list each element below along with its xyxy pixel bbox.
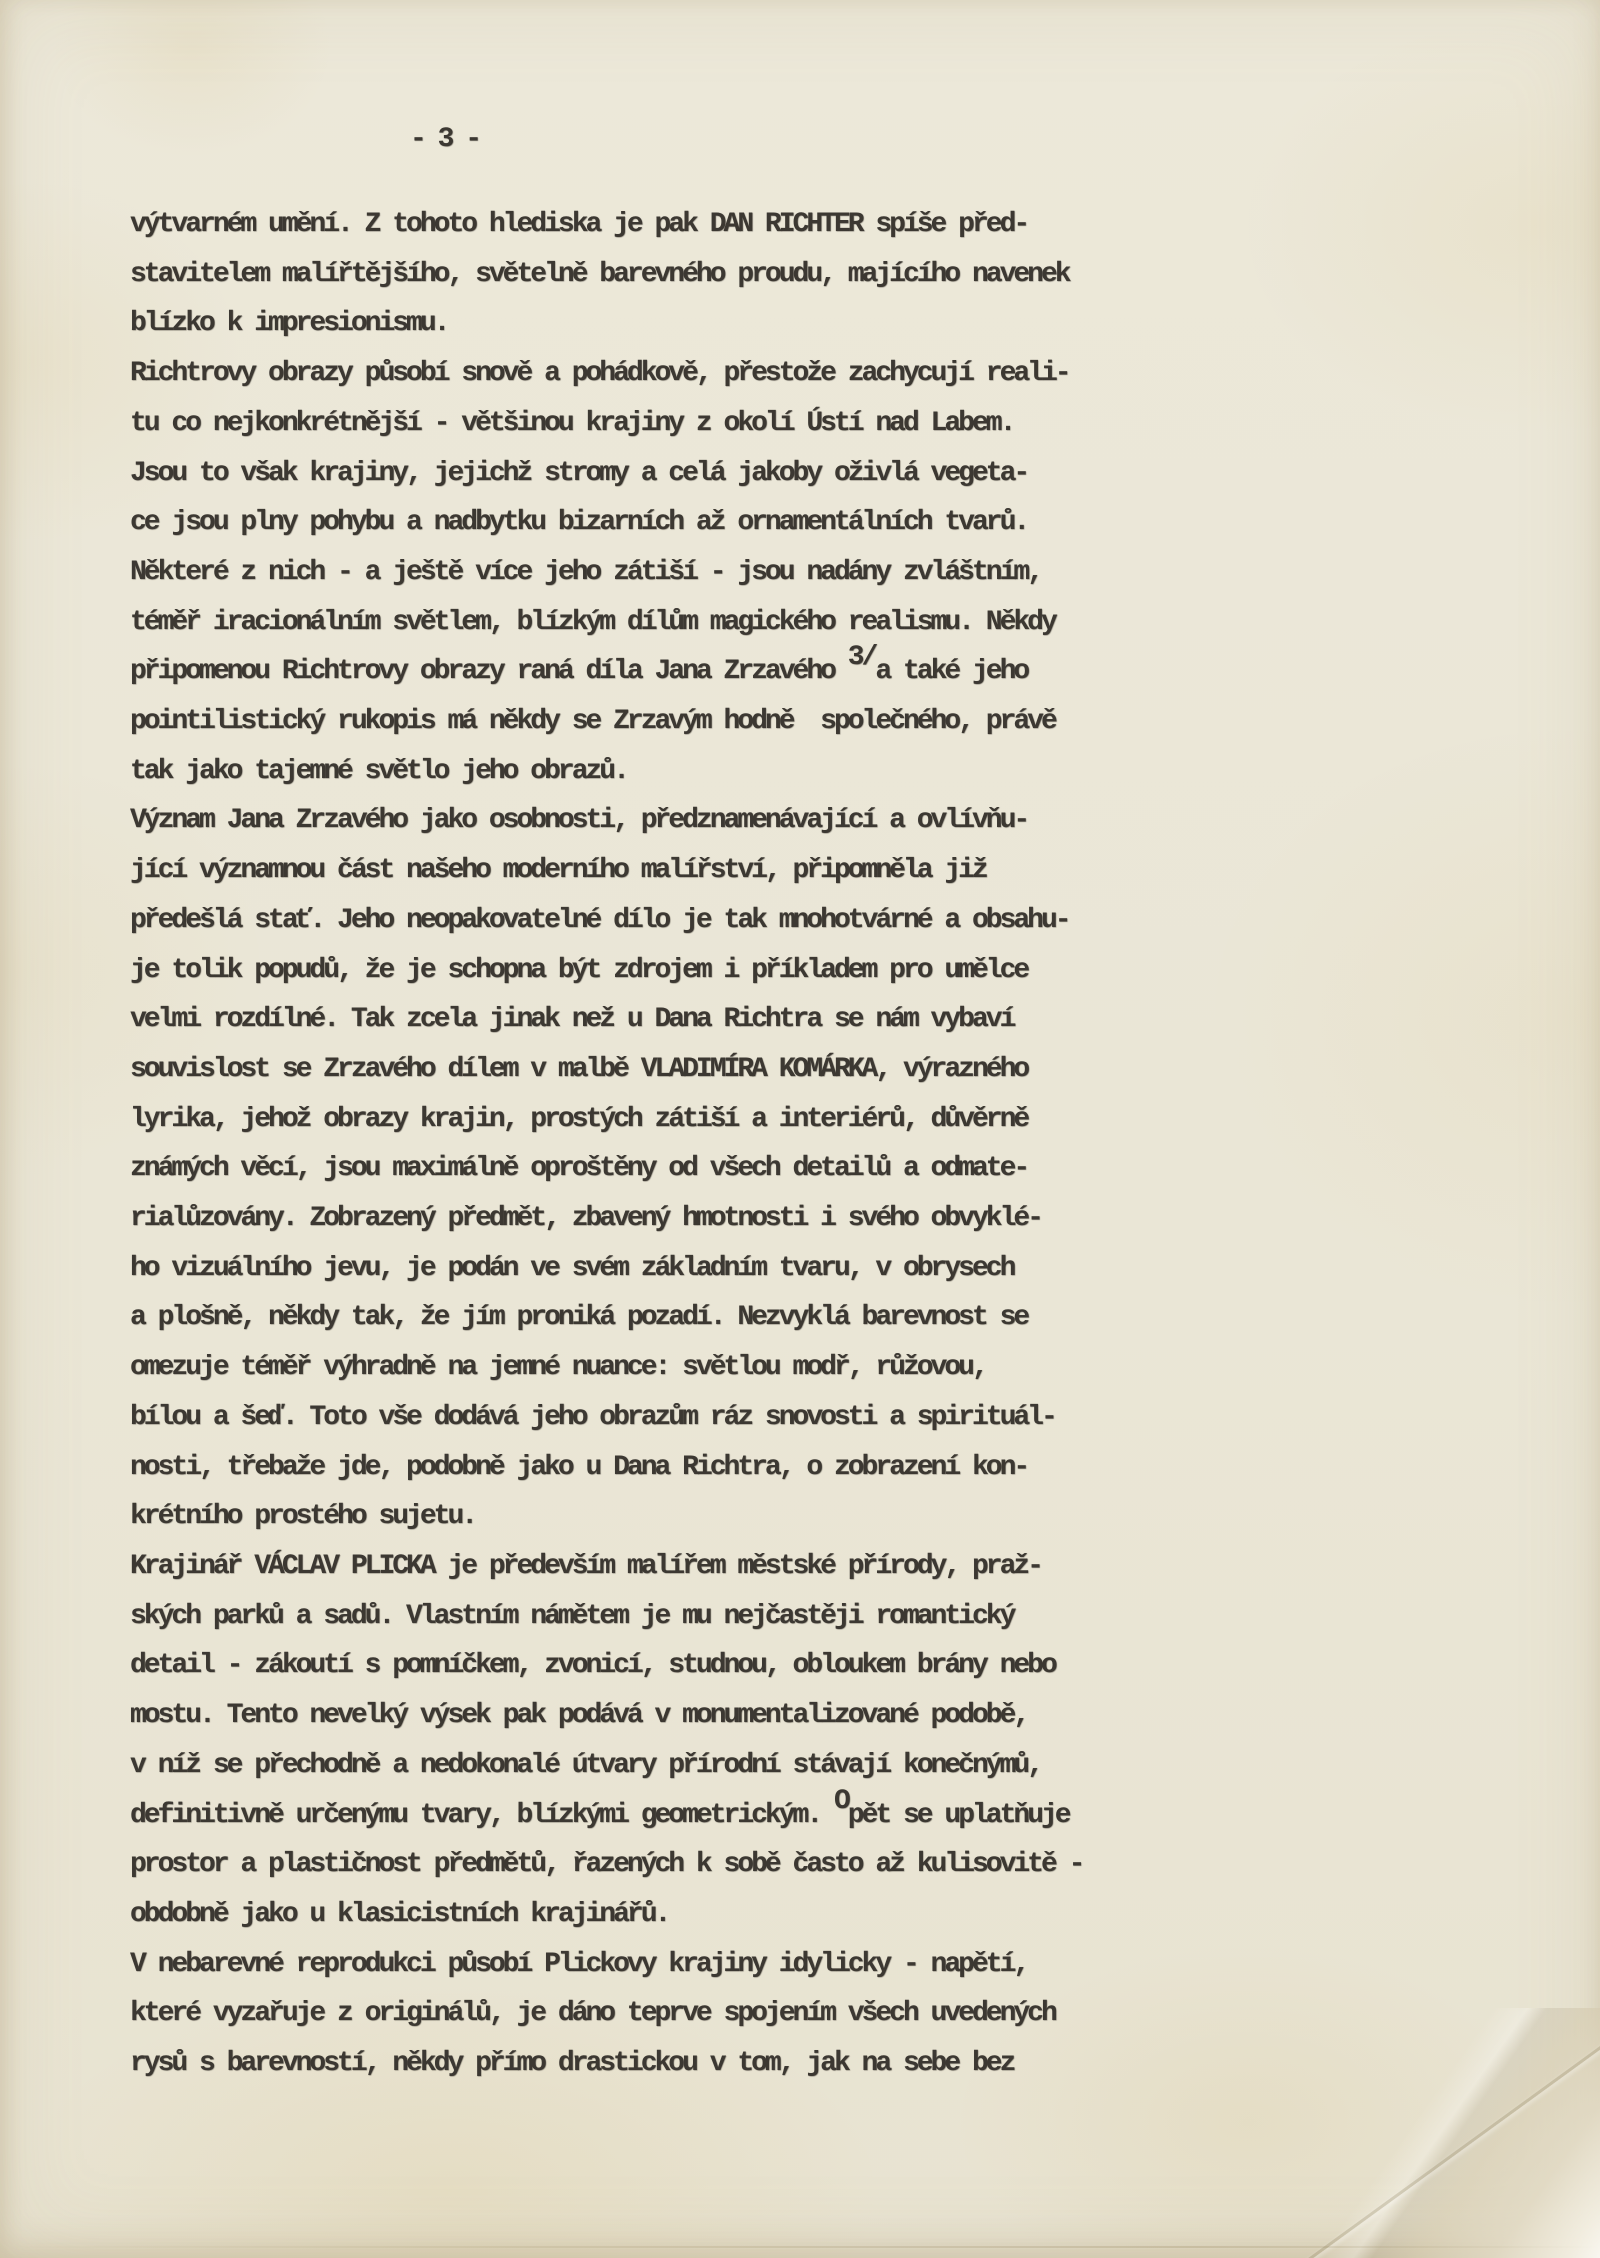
- text-line: Krajinář VÁCLAV PLICKA je především malířem městské přírody, praž-: [130, 1550, 1041, 1582]
- text-line: prostor a plastičnost předmětů, řazených k sobě často až kulisovitě -: [130, 1849, 1083, 1881]
- text-line: definitivně určenýmu tvary, blízkými geometrickým. Opět se uplatňuje: [130, 1785, 1069, 1831]
- text-line: stavitelem malířtějšího, světelně barevného proudu, majícího navenek: [130, 258, 1069, 290]
- text-line: a plošně, někdy tak, že jím proniká pozadí. Nezvyklá barevnost se: [130, 1302, 1028, 1334]
- text-line: ce jsou plny pohybu a nadbytku bizarních až ornamentálních tvarů.: [130, 507, 1028, 539]
- text-line: Richtrovy obrazy působí snově a pohádkově, přestože zachycují reali-: [130, 358, 1069, 390]
- text-line: pointilistický rukopis má někdy se Zrzavým hodně společného, právě: [130, 706, 1055, 738]
- text-line: známých věcí, jsou maximálně oproštěny od všech detailů a odmate-: [130, 1153, 1028, 1185]
- text-line: blízko k impresionismu.: [130, 308, 448, 340]
- text-line: obdobně jako u klasicistních krajinářů.: [130, 1898, 669, 1930]
- text-line: krétního prostého sujetu.: [130, 1501, 476, 1533]
- text-line: připomenou Richtrovy obrazy raná díla Jana Zrzavého 3/a také jeho: [130, 642, 1028, 688]
- text-line: předešlá stať. Jeho neopakovatelné dílo je tak mnohotvárné a obsahu-: [130, 904, 1069, 936]
- text-line: omezuje téměř výhradně na jemné nuance: světlou modř, růžovou,: [130, 1352, 986, 1384]
- text-line: které vyzařuje z originálů, je dáno teprve spojením všech uvedených: [130, 1998, 1055, 2030]
- text-line: ských parků a sadů. Vlastním námětem je mu nejčastěji romantický: [130, 1600, 1014, 1632]
- text-line: souvislost se Zrzavého dílem v malbě VLADIMÍRA KOMÁRKA, výrazného: [130, 1053, 1028, 1085]
- page-corner-fold: [1290, 2008, 1600, 2258]
- text-line: Význam Jana Zrzavého jako osobnosti, předznamenávající a ovlívňu-: [130, 805, 1028, 837]
- superscript-mark: O: [833, 1785, 848, 1817]
- text-line: je tolik popudů, že je schopna být zdrojem i příkladem pro umělce: [130, 954, 1028, 986]
- superscript-mark: 3/: [847, 642, 876, 674]
- text-line: téměř iracionálním světlem, blízkým dílům magického realismu. Někdy: [130, 606, 1055, 638]
- text-line: Jsou to však krajiny, jejichž stromy a celá jakoby oživlá vegeta-: [130, 457, 1028, 489]
- text-line: jící významnou část našeho moderního malířství, připomněla již: [130, 855, 986, 887]
- text-line: rialůzovány. Zobrazený předmět, zbavený hmotnosti i svého obvyklé-: [130, 1203, 1041, 1235]
- text-line: velmi rozdílné. Tak zcela jinak než u Dana Richtra se nám vybaví: [130, 1004, 1014, 1036]
- text-line: tak jako tajemné světlo jeho obrazů.: [130, 755, 627, 787]
- text-line: bílou a šeď. Toto vše dodává jeho obrazům ráz snovosti a spirituál-: [130, 1401, 1055, 1433]
- text-line: lyrika, jehož obrazy krajin, prostých zátiší a interiérů, důvěrně: [130, 1103, 1028, 1135]
- text-line: ho vizuálního jevu, je podán ve svém základním tvaru, v obrysech: [130, 1252, 1014, 1284]
- text-line: v níž se přechodně a nedokonalé útvary přírodní stávají konečnýmů,: [130, 1749, 1041, 1781]
- text-line: tu co nejkonkrétnější - většinou krajiny z okolí Ústí nad Labem.: [130, 407, 1014, 439]
- text-line: detail - zákoutí s pomníčkem, zvonicí, studnou, obloukem brány nebo: [130, 1650, 1055, 1682]
- page-number: - 3 -: [410, 124, 480, 155]
- body-lines: [130, 200, 1230, 2089]
- page-bottom-crease: [0, 2246, 1600, 2248]
- text-line: mostu. Tento nevelký výsek pak podává v monumentalizované podobě,: [130, 1700, 1028, 1732]
- text-line: rysů s barevností, někdy přímo drastickou v tom, jak na sebe bez: [130, 2048, 1014, 2080]
- text-line: výtvarném umění. Z tohoto hlediska je pak DAN RICHTER spíše před-: [130, 209, 1028, 240]
- text-line: V nebarevné reprodukci působí Plickovy krajiny idylicky - napětí,: [130, 1948, 1028, 1980]
- text-line: nosti, třebaže jde, podobně jako u Dana Richtra, o zobrazení kon-: [130, 1451, 1028, 1483]
- text-line: Některé z nich - a ještě více jeho zátiší - jsou nadány zvláštním,: [130, 556, 1041, 588]
